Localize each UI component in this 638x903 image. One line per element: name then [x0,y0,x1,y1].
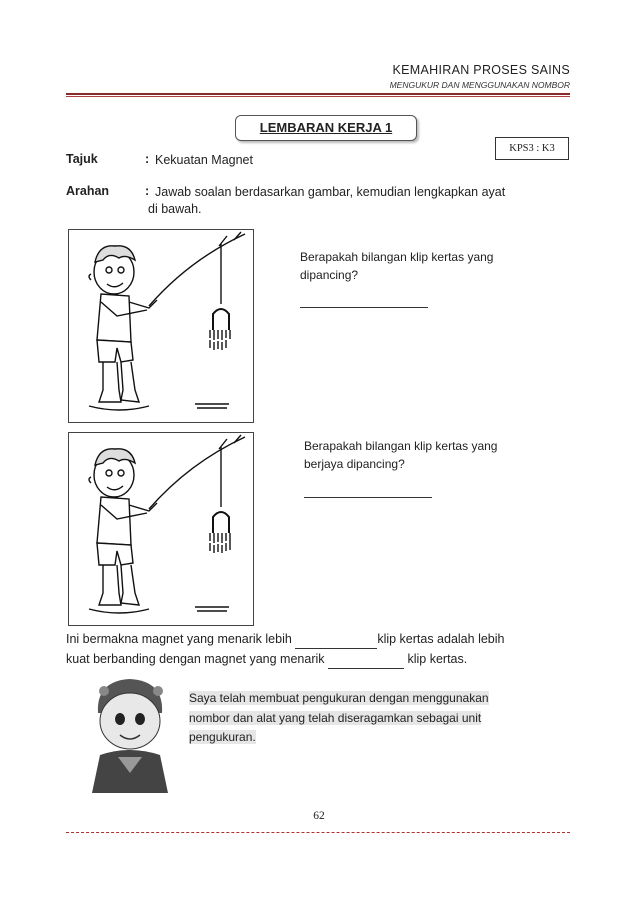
instruction-line1: Jawab soalan berdasarkan gambar, kemudian lengkapkan ayat [155,185,506,199]
conclusion-part1: Ini bermakna magnet yang menarik lebih [66,632,292,646]
fishing-picture-1 [68,229,254,423]
boy-character-illustration [82,673,180,793]
header-subtitle: MENGUKUR DAN MENGGUNAKAN NOMBOR [389,80,570,90]
topic-colon: : [145,152,150,166]
topic-label: Tajuk [66,152,98,166]
question-1-line2: dipancing? [300,268,359,282]
header-title: KEMAHIRAN PROSES SAINS [392,63,570,77]
conclusion-part3: kuat berbanding dengan magnet yang menarik [66,652,325,666]
conclusion-blank-1[interactable] [295,636,377,649]
instruction-colon: : [145,184,150,198]
answer-blank-2[interactable] [304,496,432,498]
boy-fishing-magnet-illustration-2 [69,433,253,625]
note-text [189,689,559,748]
question-1-line1: Berapakah bilangan klip kertas yang [300,250,494,264]
footer-divider [66,832,570,833]
note-line3: pengukuran. [189,730,256,744]
kps-code-box: KPS3 : K3 [495,137,569,160]
header-divider-thin [66,96,570,97]
conclusion-paragraph [66,629,571,669]
header-divider [66,93,570,95]
boy-fishing-magnet-illustration [69,230,253,422]
worksheet-title: LEMBARAN KERJA 1 [235,115,417,141]
question-2-line1: Berapakah bilangan klip kertas yang [304,439,498,453]
conclusion-blank-2[interactable] [328,656,404,669]
instruction-label: Arahan [66,184,110,198]
instruction-line2: di bawah. [148,202,202,216]
page-number: 62 [313,810,325,822]
conclusion-part2: klip kertas adalah lebih [377,632,505,646]
fishing-picture-2 [68,432,254,626]
conclusion-part4: klip kertas. [407,652,468,666]
cartoon-character [82,673,180,793]
note-line1: Saya telah membuat pengukuran dengan menggunakan [189,691,489,705]
topic-value: Kekuatan Magnet [155,153,253,167]
question-2-line2: berjaya dipancing? [304,457,405,471]
note-line2: nombor dan alat yang telah diseragamkan sebagai unit [189,710,482,725]
answer-blank-1[interactable] [300,306,428,308]
